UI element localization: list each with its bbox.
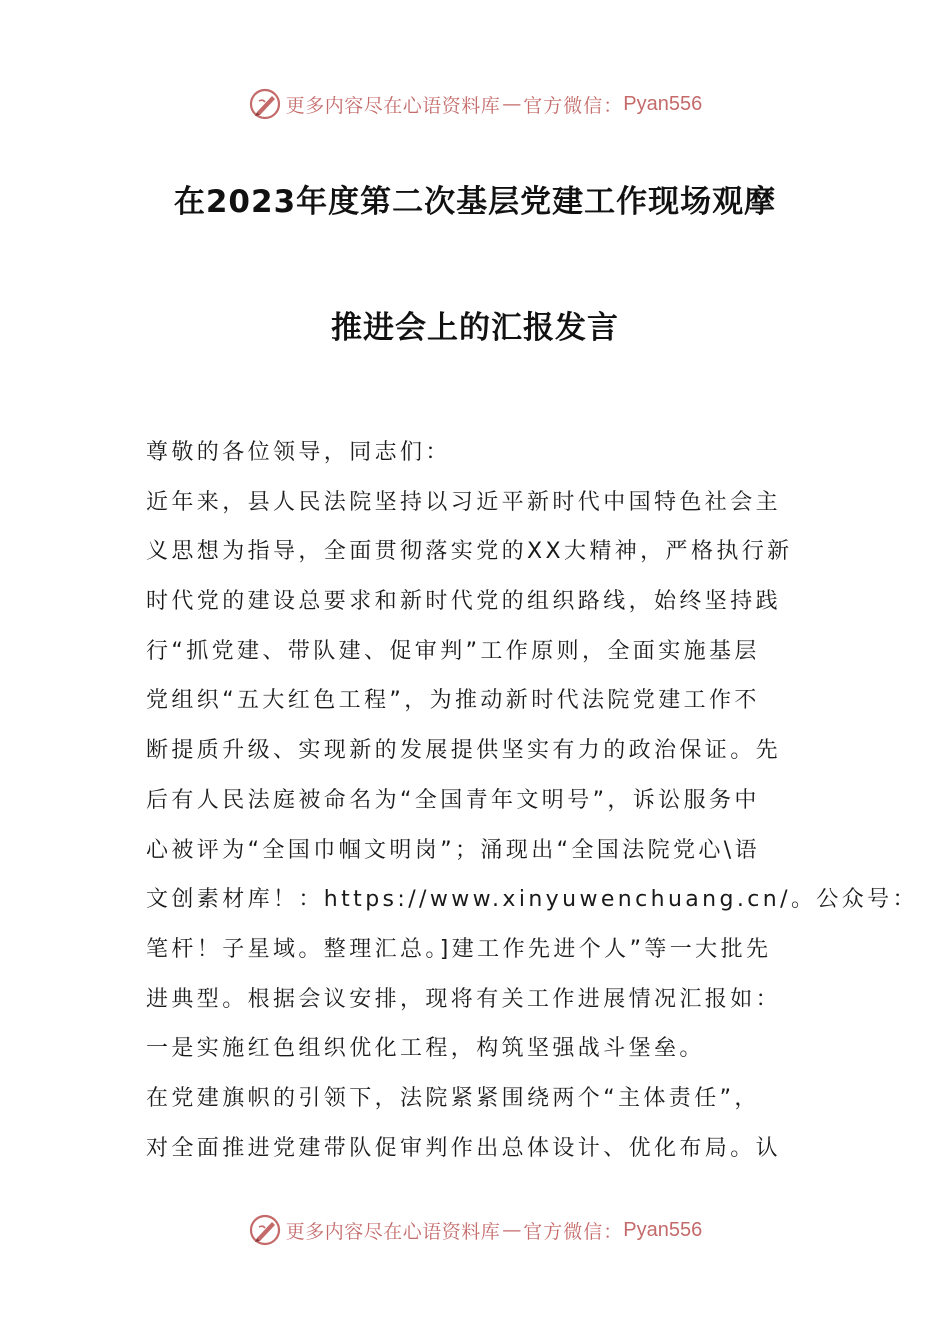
body-line: 尊敬的各位领导，同志们：: [146, 440, 451, 465]
watermark-wechat-label: 官方微信：: [523, 1220, 624, 1243]
body-line: 行“抓党建、带队建、促审判”工作原则，全面实施基层: [146, 638, 760, 664]
footer-watermark: [0, 1210, 950, 1250]
body-line: 在党建旗帜的引领下，法院紧紧围绕两个“主体责任”，: [146, 1085, 760, 1111]
body-line: 一是实施红色组织优化工程，构筑坚强战斗堡垒。: [146, 1036, 705, 1062]
body-line: 对全面推进党建带队促审判作出总体设计、优化布局。认: [146, 1135, 782, 1161]
watermark-main-text: 更多内容尽在心语资料库: [285, 94, 501, 117]
body-line: 义思想为指导，全面贯彻落实党的XX大精神，严格执行新: [146, 539, 793, 565]
document-title-line-1: 在2023年度第二次基层党建工作现场观摩: [173, 184, 777, 220]
document-body: [146, 428, 918, 1173]
watermark-wechat-id: Pyan556: [623, 92, 703, 115]
body-line: 断提质升级、实现新的发展提供坚实有力的政治保证。先: [146, 738, 782, 764]
body-line: 笔杆！子星域。整理汇总。]建工作先进个人”等一大批先: [146, 936, 772, 962]
header-watermark: [0, 84, 950, 124]
body-line: 党组织“五大红色工程”，为推动新时代法院党建工作不: [146, 688, 760, 714]
body-line: 文创素材库！：https://www.xinyuwenchuang.cn/。公众号：: [146, 887, 918, 913]
body-line: 进典型。根据会议安排，现将有关工作进展情况汇报如：: [146, 986, 782, 1012]
watermark-dash: —: [502, 93, 522, 115]
body-line: 后有人民法庭被命名为“全国青年文明号”，诉讼服务中: [146, 787, 760, 813]
body-line: 时代党的建设总要求和新时代党的组织路线，始终坚持践: [146, 589, 782, 615]
document-title-line-2: 推进会上的汇报发言: [331, 310, 619, 346]
pen-circle-logo-icon: [248, 1213, 282, 1247]
body-line: 近年来，县人民法院坚持以习近平新时代中国特色社会主: [146, 489, 782, 515]
pen-circle-logo-icon: [248, 87, 282, 121]
watermark-dash: —: [502, 1219, 522, 1241]
watermark-wechat-id: Pyan556: [623, 1218, 703, 1241]
body-line: 心被评为“全国巾帼文明岗”；涌现出“全国法院党心\语: [146, 837, 761, 863]
watermark-wechat-label: 官方微信：: [523, 94, 624, 117]
watermark-main-text: 更多内容尽在心语资料库: [285, 1220, 501, 1243]
